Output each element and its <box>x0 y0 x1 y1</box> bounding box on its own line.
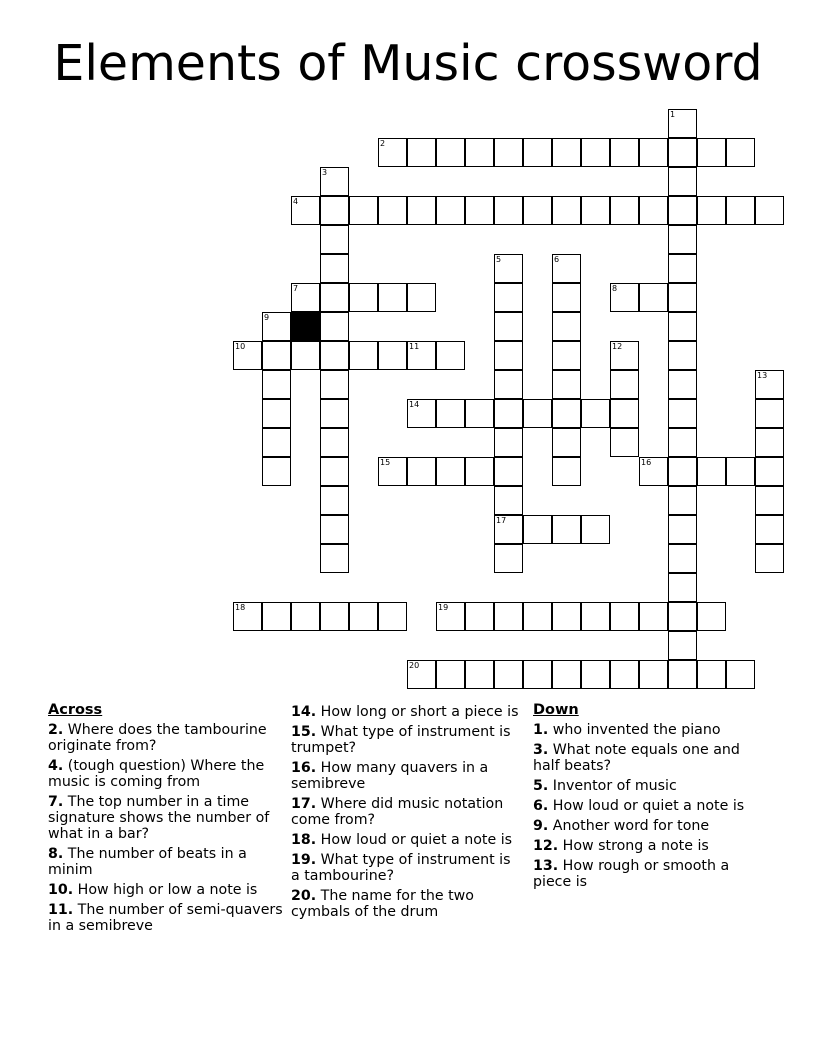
grid-cell[interactable] <box>494 660 523 689</box>
clue-number: 15 <box>380 458 391 467</box>
clue-across-17: 17. Where did music notation come from? <box>291 796 504 828</box>
grid-cell[interactable] <box>610 602 639 631</box>
grid-cell[interactable] <box>494 399 523 428</box>
clue-number: 9 <box>264 313 270 322</box>
grid-cell[interactable] <box>233 602 262 631</box>
grid-cell[interactable] <box>581 138 610 167</box>
grid-cell[interactable] <box>697 196 726 225</box>
grid-cell[interactable] <box>552 602 581 631</box>
grid-cell[interactable] <box>407 196 436 225</box>
grid-cell[interactable] <box>552 457 581 486</box>
grid-cell[interactable] <box>436 196 465 225</box>
grid-cell[interactable] <box>581 660 610 689</box>
clue-across-18: 18. How loud or quiet a note is <box>291 832 513 848</box>
clue-across-19: 19. What type of instrument is a tambourine? <box>291 852 511 884</box>
grid-cell[interactable] <box>494 283 523 312</box>
clue-number: 1 <box>670 110 676 119</box>
grid-cell[interactable] <box>407 283 436 312</box>
grid-cell[interactable] <box>552 341 581 370</box>
grid-cell[interactable] <box>610 283 639 312</box>
page-title: Elements of Music crossword <box>53 35 763 92</box>
clue-number: 16 <box>641 458 652 467</box>
grid-cell[interactable] <box>668 486 697 515</box>
grid-cell[interactable] <box>262 312 291 341</box>
grid-cell[interactable] <box>436 399 465 428</box>
grid-cell[interactable] <box>755 486 784 515</box>
clue-number: 13 <box>757 371 768 380</box>
grid-cell[interactable] <box>610 341 639 370</box>
grid-cell[interactable] <box>378 283 407 312</box>
clue-number: 20 <box>409 661 420 670</box>
grid-cell[interactable] <box>581 196 610 225</box>
grid-cell[interactable] <box>349 196 378 225</box>
across-heading: Across <box>48 702 103 718</box>
grid-cell[interactable] <box>755 370 784 399</box>
grid-cell[interactable] <box>494 196 523 225</box>
grid-cell[interactable] <box>349 283 378 312</box>
clue-number: 11 <box>409 342 420 351</box>
grid-cell[interactable] <box>581 399 610 428</box>
grid-cell[interactable] <box>697 138 726 167</box>
grid-cell[interactable] <box>494 544 523 573</box>
grid-cell[interactable] <box>436 660 465 689</box>
grid-cell[interactable] <box>668 457 697 486</box>
grid-cell[interactable] <box>320 515 349 544</box>
grid-cell[interactable] <box>494 515 523 544</box>
grid-cell[interactable] <box>755 544 784 573</box>
clue-down-1: 1. who invented the piano <box>533 722 721 738</box>
grid-cell[interactable] <box>436 138 465 167</box>
grid-cell[interactable] <box>465 196 494 225</box>
clue-number: 19 <box>438 603 449 612</box>
grid-cell[interactable] <box>320 312 349 341</box>
grid-cell[interactable] <box>523 602 552 631</box>
down-clues <box>533 702 769 894</box>
clue-number: 18 <box>235 603 246 612</box>
clue-number: 6 <box>554 255 560 264</box>
grid-cell[interactable] <box>407 660 436 689</box>
clue-number: 17 <box>496 516 507 525</box>
grid-cell[interactable] <box>668 312 697 341</box>
across-clues-continued <box>291 704 521 924</box>
grid-cell[interactable] <box>320 167 349 196</box>
grid-cell[interactable] <box>668 515 697 544</box>
clue-down-6: 6. How loud or quiet a note is <box>533 798 745 814</box>
grid-cell[interactable] <box>697 602 726 631</box>
grid-cell[interactable] <box>552 254 581 283</box>
grid-cell[interactable] <box>523 138 552 167</box>
grid-cell[interactable] <box>552 312 581 341</box>
clue-down-9: 9. Another word for tone <box>533 818 710 834</box>
down-heading: Down <box>533 702 579 718</box>
grid-cell[interactable] <box>436 457 465 486</box>
clue-across-4: 4. (tough question) Where the music is coming from <box>48 758 265 790</box>
grid-cell[interactable] <box>552 283 581 312</box>
grid-cell[interactable] <box>755 515 784 544</box>
grid-cell[interactable] <box>668 196 697 225</box>
grid-cell[interactable] <box>378 138 407 167</box>
grid-cell[interactable] <box>262 370 291 399</box>
clue-number: 12 <box>612 342 623 351</box>
grid-cell[interactable] <box>755 399 784 428</box>
grid-cell[interactable] <box>726 138 755 167</box>
clue-across-7: 7. The top number in a time signature shows the number of what in a bar? <box>48 794 270 842</box>
grid-cell[interactable] <box>668 167 697 196</box>
grid-cell[interactable] <box>610 428 639 457</box>
clue-number: 14 <box>409 400 420 409</box>
grid-cell[interactable] <box>610 196 639 225</box>
clue-down-13: 13. How rough or smooth a piece is <box>533 858 730 890</box>
grid-cell[interactable] <box>610 138 639 167</box>
clue-across-11: 11. The number of semi-quavers in a semibreve <box>48 902 283 934</box>
grid-cell[interactable] <box>523 399 552 428</box>
grid-cell[interactable] <box>755 196 784 225</box>
clue-down-5: 5. Inventor of music <box>533 778 677 794</box>
grid-cell[interactable] <box>407 399 436 428</box>
clue-number: 4 <box>293 197 299 206</box>
grid-cell[interactable] <box>494 602 523 631</box>
grid-cell[interactable] <box>668 109 697 138</box>
clue-number: 8 <box>612 284 618 293</box>
grid-cell[interactable] <box>320 428 349 457</box>
grid-cell[interactable] <box>523 515 552 544</box>
grid-cell[interactable] <box>291 602 320 631</box>
grid-cell[interactable] <box>378 341 407 370</box>
grid-cell[interactable] <box>668 544 697 573</box>
grid-cell[interactable] <box>639 660 668 689</box>
grid-cell[interactable] <box>581 602 610 631</box>
grid-cell[interactable] <box>668 631 697 660</box>
clue-down-12: 12. How strong a note is <box>533 838 709 854</box>
grid-cell[interactable] <box>349 341 378 370</box>
grid-cell[interactable] <box>552 399 581 428</box>
grid-cell[interactable] <box>668 660 697 689</box>
grid-cell[interactable] <box>407 341 436 370</box>
grid-cell[interactable] <box>668 283 697 312</box>
clue-down-3: 3. What note equals one and half beats? <box>533 742 740 774</box>
grid-cell[interactable] <box>291 283 320 312</box>
grid-cell[interactable] <box>639 283 668 312</box>
grid-cell[interactable] <box>262 602 291 631</box>
clue-number: 10 <box>235 342 246 351</box>
clue-across-20: 20. The name for the two cymbals of the drum <box>291 888 474 920</box>
grid-cell[interactable] <box>320 457 349 486</box>
grid-cell[interactable] <box>262 428 291 457</box>
grid-cell[interactable] <box>378 602 407 631</box>
grid-cell[interactable] <box>465 660 494 689</box>
grid-cell[interactable] <box>494 138 523 167</box>
clue-across-2: 2. Where does the tambourine originate from? <box>48 722 267 754</box>
grid-cell[interactable] <box>407 138 436 167</box>
grid-cell[interactable] <box>494 428 523 457</box>
grid-cell[interactable] <box>494 457 523 486</box>
grid-cell[interactable] <box>581 515 610 544</box>
grid-cell[interactable] <box>668 138 697 167</box>
grid-cell[interactable] <box>668 341 697 370</box>
grid-block <box>291 312 320 341</box>
grid-cell[interactable] <box>610 660 639 689</box>
grid-cell[interactable] <box>494 370 523 399</box>
grid-cell[interactable] <box>552 196 581 225</box>
grid-cell[interactable] <box>668 225 697 254</box>
clue-number: 3 <box>322 168 328 177</box>
grid-cell[interactable] <box>610 399 639 428</box>
grid-cell[interactable] <box>668 370 697 399</box>
clue-across-14: 14. How long or short a piece is <box>291 704 519 720</box>
grid-cell[interactable] <box>668 254 697 283</box>
grid-cell[interactable] <box>668 399 697 428</box>
grid-cell[interactable] <box>378 196 407 225</box>
grid-cell[interactable] <box>668 428 697 457</box>
grid-cell[interactable] <box>726 660 755 689</box>
grid-cell[interactable] <box>610 370 639 399</box>
grid-cell[interactable] <box>320 254 349 283</box>
grid-cell[interactable] <box>349 602 378 631</box>
grid-cell[interactable] <box>291 341 320 370</box>
grid-cell[interactable] <box>320 225 349 254</box>
grid-cell[interactable] <box>552 515 581 544</box>
grid-cell[interactable] <box>639 457 668 486</box>
grid-cell[interactable] <box>320 602 349 631</box>
grid-cell[interactable] <box>523 660 552 689</box>
grid-cell[interactable] <box>465 399 494 428</box>
grid-cell[interactable] <box>465 457 494 486</box>
clue-number: 2 <box>380 139 386 148</box>
grid-cell[interactable] <box>262 457 291 486</box>
grid-cell[interactable] <box>320 486 349 515</box>
grid-cell[interactable] <box>494 341 523 370</box>
grid-cell[interactable] <box>755 457 784 486</box>
grid-cell[interactable] <box>494 312 523 341</box>
grid-cell[interactable] <box>494 486 523 515</box>
grid-cell[interactable] <box>668 573 697 602</box>
grid-cell[interactable] <box>465 602 494 631</box>
grid-cell[interactable] <box>262 341 291 370</box>
grid-cell[interactable] <box>552 660 581 689</box>
grid-cell[interactable] <box>320 399 349 428</box>
grid-cell[interactable] <box>639 138 668 167</box>
clue-across-16: 16. How many quavers in a semibreve <box>291 760 489 792</box>
grid-cell[interactable] <box>668 602 697 631</box>
grid-cell[interactable] <box>320 283 349 312</box>
grid-cell[interactable] <box>465 138 494 167</box>
grid-cell[interactable] <box>639 196 668 225</box>
grid-cell[interactable] <box>233 341 262 370</box>
grid-cell[interactable] <box>726 457 755 486</box>
clue-across-10: 10. How high or low a note is <box>48 882 258 898</box>
grid-cell[interactable] <box>494 254 523 283</box>
grid-cell[interactable] <box>291 196 320 225</box>
grid-cell[interactable] <box>552 138 581 167</box>
grid-cell[interactable] <box>697 457 726 486</box>
grid-cell[interactable] <box>552 428 581 457</box>
grid-cell[interactable] <box>262 399 291 428</box>
grid-cell[interactable] <box>755 428 784 457</box>
grid-cell[interactable] <box>552 370 581 399</box>
grid-cell[interactable] <box>726 196 755 225</box>
clue-number: 5 <box>496 255 502 264</box>
grid-cell[interactable] <box>320 544 349 573</box>
grid-cell[interactable] <box>436 341 465 370</box>
across-clues <box>48 702 284 938</box>
grid-cell[interactable] <box>697 660 726 689</box>
grid-cell[interactable] <box>320 370 349 399</box>
grid-cell[interactable] <box>320 341 349 370</box>
grid-cell[interactable] <box>320 196 349 225</box>
clue-number: 7 <box>293 284 299 293</box>
clue-across-8: 8. The number of beats in a minim <box>48 846 247 878</box>
grid-cell[interactable] <box>378 457 407 486</box>
grid-cell[interactable] <box>523 196 552 225</box>
grid-cell[interactable] <box>436 602 465 631</box>
clue-across-15: 15. What type of instrument is trumpet? <box>291 724 511 756</box>
grid-cell[interactable] <box>639 602 668 631</box>
grid-cell[interactable] <box>407 457 436 486</box>
